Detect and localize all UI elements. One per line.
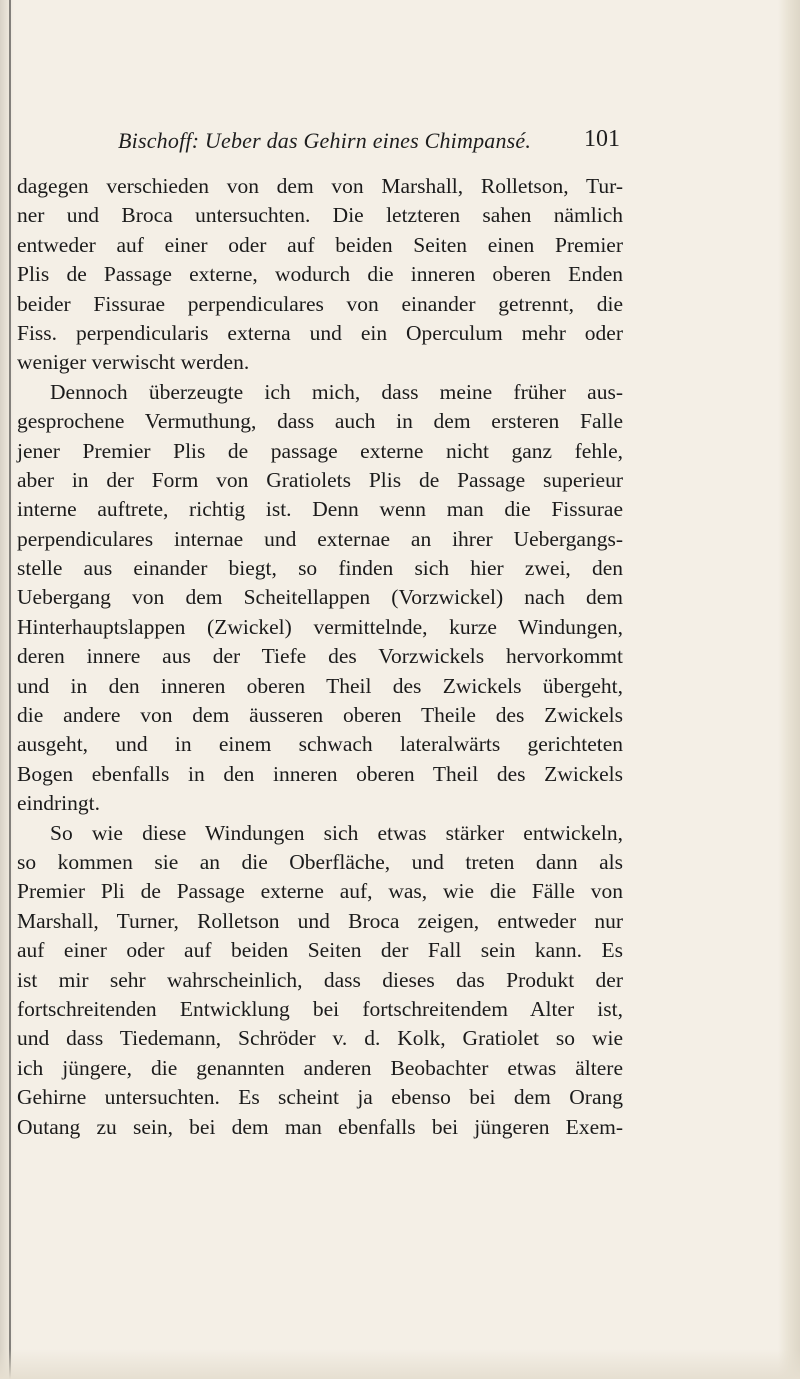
text-line: ist mir sehr wahrscheinlich, dass dieses das Produkt der [17, 967, 623, 992]
text-line: Outang zu sein, bei dem man ebenfalls bei jüngeren Exem- [17, 1114, 623, 1139]
text-line: Fiss. perpendicularis externa und ein Operculum mehr oder [17, 320, 623, 345]
text-line: eindringt. [17, 791, 100, 816]
text-line: aber in der Form von Gratiolets Plis de Passage superieur [17, 467, 623, 492]
text-line: weniger verwischt werden. [17, 350, 250, 375]
text-line: die andere von dem äusseren oberen Theile des Zwickels [17, 703, 623, 728]
text-line: Marshall, Turner, Rolletson und Broca zeigen, entweder nur [17, 908, 623, 933]
text-line: jener Premier Plis de passage externe nicht ganz fehle, [17, 438, 623, 463]
text-line: ner und Broca untersuchten. Die letzteren sahen nämlich [17, 203, 623, 228]
text-line: Premier Pli de Passage externe auf, was, wie die Fälle von [17, 879, 623, 904]
page-number: 101 [584, 126, 620, 152]
page-right-edge [778, 0, 800, 1379]
text-line: gesprochene Vermuthung, dass auch in dem ersteren Falle [17, 409, 623, 434]
text-line: Uebergang von dem Scheitellappen (Vorzwickel) nach dem [17, 585, 623, 610]
binding-gutter [0, 0, 14, 1379]
text-line: Hinterhauptslappen (Zwickel) vermittelnde, kurze Windungen, [17, 614, 623, 639]
text-line: beider Fissurae perpendiculares von einander getrennt, die [17, 291, 623, 316]
text-line: Bogen ebenfalls in den inneren oberen Theil des Zwickels [17, 761, 623, 786]
text-line: So wie diese Windungen sich etwas stärker entwickeln, [50, 820, 623, 845]
text-line: auf einer oder auf beiden Seiten der Fall sein kann. Es [17, 938, 623, 963]
text-line: perpendiculares internae und externae an ihrer Uebergangs- [17, 526, 623, 551]
text-line: Plis de Passage externe, wodurch die inneren oberen Enden [17, 262, 623, 287]
text-line: und dass Tiedemann, Schröder v. d. Kolk, Gratiolet so wie [17, 1026, 623, 1051]
text-line: ich jüngere, die genannten anderen Beobachter etwas ältere [17, 1055, 623, 1080]
text-line: Gehirne untersuchten. Es scheint ja ebenso bei dem Orang [17, 1085, 623, 1110]
page-edge-line [9, 0, 11, 1379]
text-line: ausgeht, und in einem schwach lateralwärts gerichteten [17, 732, 623, 757]
text-line: entweder auf einer oder auf beiden Seiten einen Premier [17, 232, 623, 257]
text-line: und in den inneren oberen Theil des Zwickels übergeht, [17, 673, 623, 698]
page-bottom-edge [0, 1349, 800, 1379]
text-line: interne auftrete, richtig ist. Denn wenn man die Fissurae [17, 497, 623, 522]
page-header [0, 120, 800, 160]
text-line: Dennoch überzeugte ich mich, dass meine früher aus- [50, 379, 623, 404]
text-line: so kommen sie an die Oberfläche, und treten dann als [17, 849, 623, 874]
text-line: stelle aus einander biegt, so finden sich hier zwei, den [17, 556, 623, 581]
text-line: fortschreitenden Entwicklung bei fortschreitendem Alter ist, [17, 996, 623, 1021]
running-head: Bischoff: Ueber das Gehirn eines Chimpansé. [118, 128, 532, 153]
text-line: dagegen verschieden von dem von Marshall, Rolletson, Tur- [17, 174, 623, 198]
body-text [17, 172, 623, 1142]
text-line: deren innere aus der Tiefe des Vorzwickels hervorkommt [17, 644, 623, 669]
